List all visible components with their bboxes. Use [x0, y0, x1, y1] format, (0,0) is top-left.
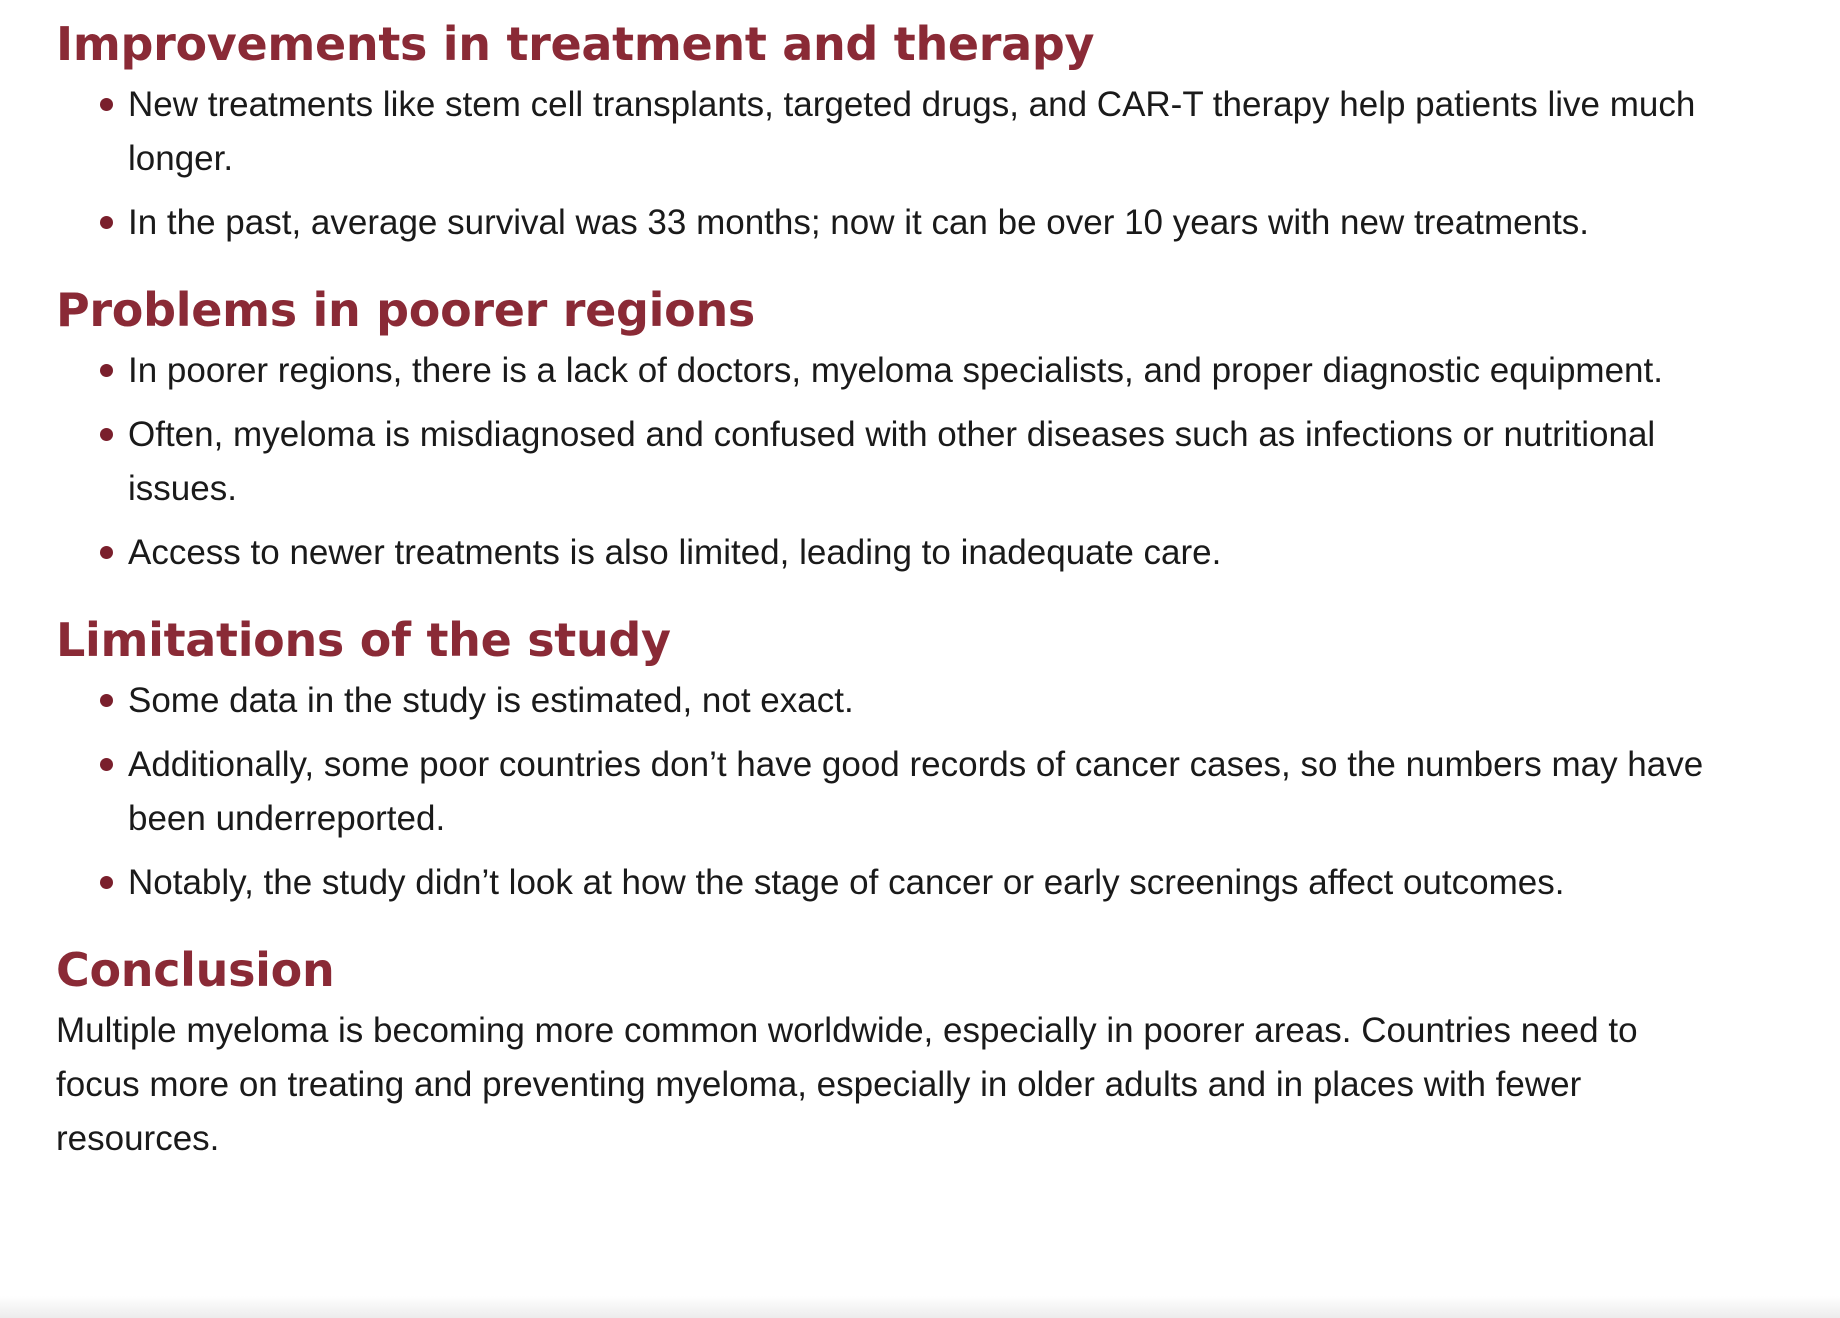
bullet-icon — [100, 216, 113, 229]
list-item-text: In the past, average survival was 33 months; now it can be over 10 years with new treatments. — [128, 203, 1590, 242]
bullet-list — [56, 674, 1716, 910]
list-item — [128, 344, 1716, 398]
article-content — [56, 14, 1716, 1196]
list-item — [128, 856, 1716, 910]
conclusion-paragraph: Multiple myeloma is becoming more common worldwide, especially in poorer areas. Countries need to focus more on treating and preventing myeloma, especially in older adults and in places with fewer resources. — [56, 1011, 1638, 1158]
list-item — [128, 526, 1716, 580]
list-item-text: Some data in the study is estimated, not exact. — [128, 681, 854, 720]
bullet-icon — [100, 98, 113, 111]
section-heading: Improvements in treatment and therapy — [56, 17, 1095, 71]
bullet-list — [56, 344, 1716, 580]
list-item-text: Notably, the study didn’t look at how the stage of cancer or early screenings affect outcomes. — [128, 863, 1565, 902]
list-item-text: New treatments like stem cell transplants, targeted drugs, and CAR-T therapy help patients live much longer. — [128, 85, 1696, 178]
bullet-icon — [100, 694, 113, 707]
list-item — [128, 196, 1716, 250]
section-treatment-improvements — [56, 14, 1716, 250]
section-heading: Problems in poorer regions — [56, 283, 755, 337]
bullet-icon — [100, 876, 113, 889]
list-item — [128, 674, 1716, 728]
list-item-text: In poorer regions, there is a lack of doctors, myeloma specialists, and proper diagnostic equipment. — [128, 351, 1663, 390]
bullet-icon — [100, 364, 113, 377]
section-study-limitations — [56, 610, 1716, 910]
section-heading: Limitations of the study — [56, 613, 671, 667]
section-heading: Conclusion — [56, 943, 335, 997]
bullet-icon — [100, 758, 113, 771]
section-conclusion — [56, 940, 1716, 1166]
list-item-text: Often, myeloma is misdiagnosed and confused with other diseases such as infections or nutritional issues. — [128, 415, 1656, 508]
list-item-text: Additionally, some poor countries don’t have good records of cancer cases, so the numbers may have been underreported. — [128, 745, 1704, 838]
list-item-text: Access to newer treatments is also limited, leading to inadequate care. — [128, 533, 1222, 572]
scroll-fade — [0, 1296, 1840, 1318]
section-poorer-regions — [56, 280, 1716, 580]
bullet-list — [56, 78, 1716, 250]
list-item — [128, 78, 1716, 186]
bullet-icon — [100, 428, 113, 441]
list-item — [128, 738, 1716, 846]
list-item — [128, 408, 1716, 516]
bullet-icon — [100, 546, 113, 559]
